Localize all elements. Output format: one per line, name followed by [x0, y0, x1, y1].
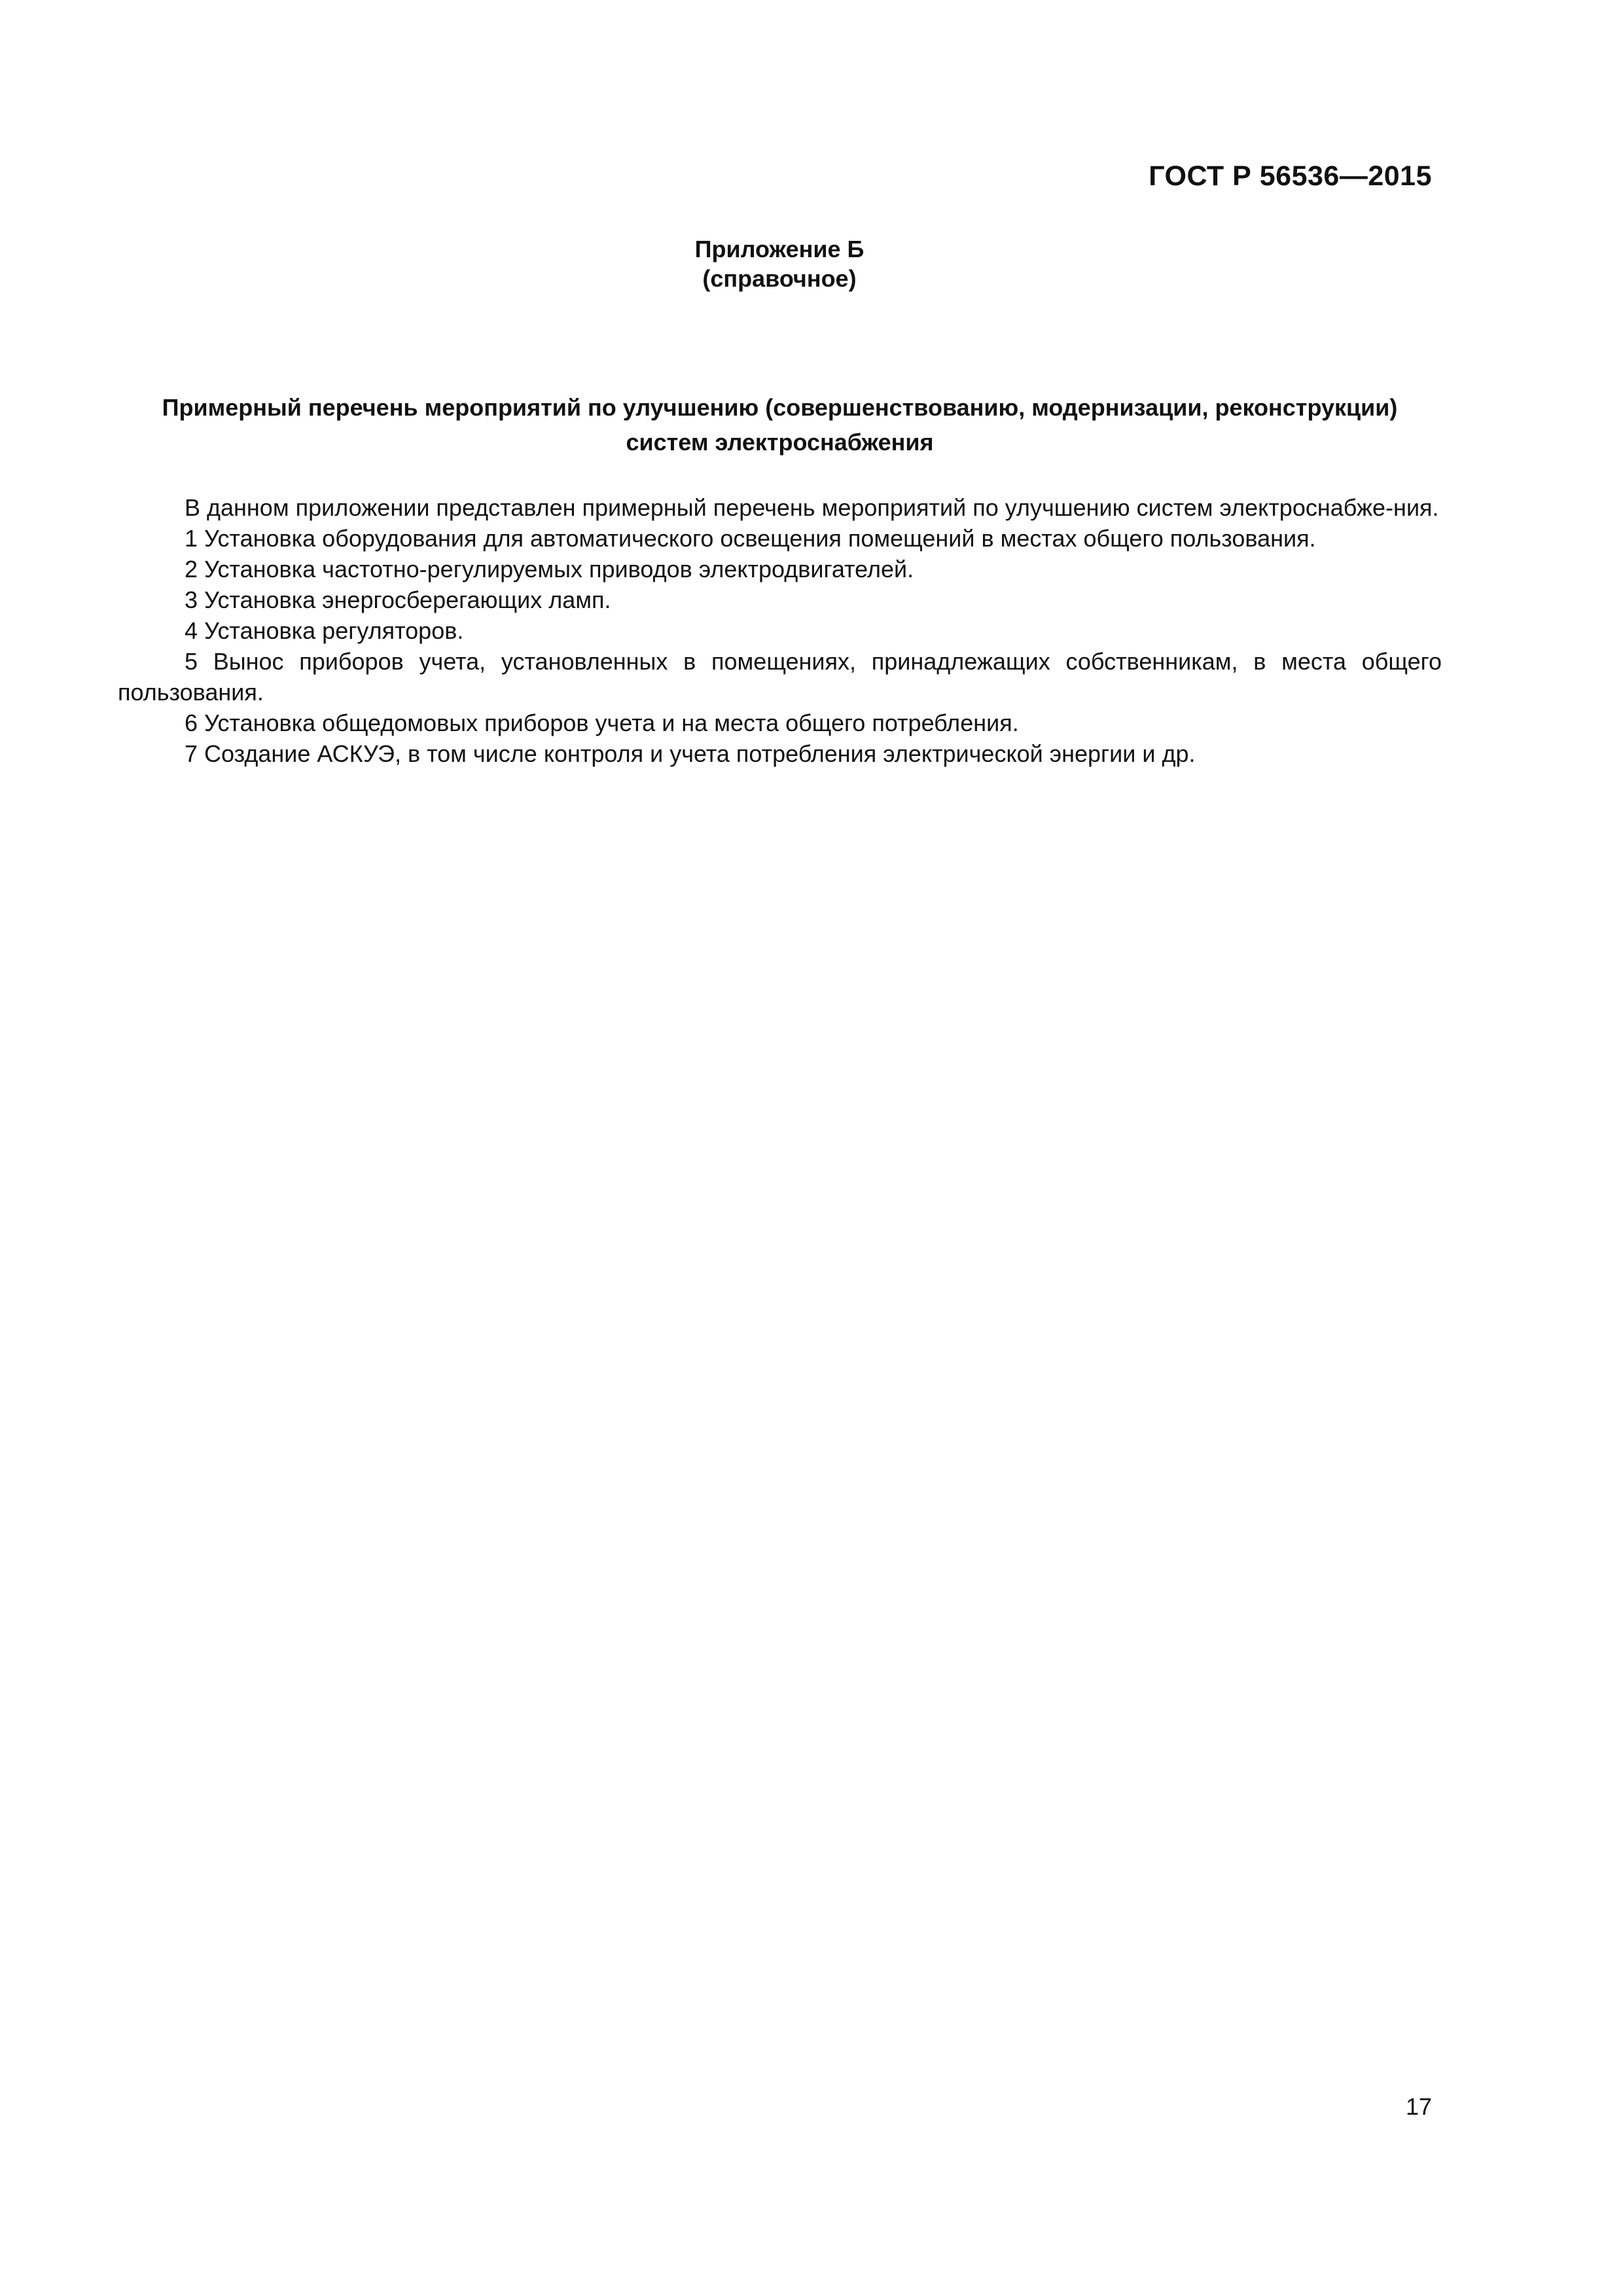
appendix-kind: (справочное)	[702, 265, 857, 292]
appendix-heading	[118, 390, 1442, 459]
list-item-7: 7 Создание АСКУЭ, в том числе контроля и учета потребления электрической энергии и др.	[185, 740, 1196, 767]
list-item-3: 3 Установка энергосберегающих ламп.	[185, 586, 611, 613]
list-item-1: 1 Установка оборудования для автоматического освещения помещений в местах общего пользования.	[185, 525, 1316, 552]
list-item-5: 5 Вынос приборов учета, установленных в помещениях, принадлежащих собственникам, в места общего пользования.	[118, 648, 1442, 706]
document-code: ГОСТ Р 56536—2015	[1149, 160, 1432, 192]
intro-paragraph: В данном приложении представлен примерный перечень мероприятий по улучшению систем электроснабже-ния.	[185, 494, 1439, 521]
list-item-4: 4 Установка регуляторов.	[185, 617, 464, 644]
appendix-heading-line-2: систем электроснабжения	[626, 429, 934, 456]
appendix-heading-line-1: Примерный перечень мероприятий по улучшению (совершенствованию, модернизации, реконструкции)	[162, 394, 1398, 421]
appendix-body	[118, 492, 1442, 769]
list-item-6: 6 Установка общедомовых приборов учета и на места общего потребления.	[185, 709, 1019, 736]
list-item-2: 2 Установка частотно-регулируемых приводов электродвигателей.	[185, 556, 914, 583]
appendix-title: Приложение Б	[694, 236, 865, 262]
page-number: 17	[1405, 2093, 1432, 2120]
